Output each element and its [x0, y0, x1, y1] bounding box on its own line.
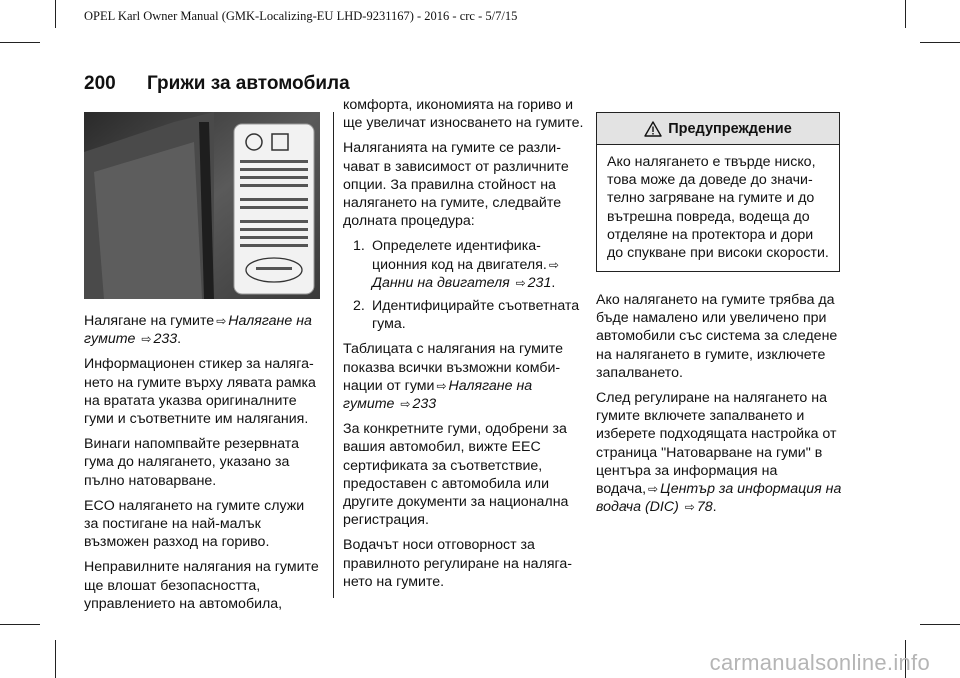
paragraph: комфорта, икономията на гориво и ще увеличат износването на гумите.: [343, 97, 584, 132]
page-arrow-icon: ⇨: [400, 397, 411, 412]
document-header-meta: OPEL Karl Owner Manual (GMK-Localizing-EU LHD-9231167) - 2016 - crc - 5/7/15: [84, 9, 518, 23]
crop-mark: [920, 624, 960, 625]
column-1: [84, 312, 322, 620]
procedure-step: 2. Идентифицирайте съответната гума.: [353, 298, 580, 333]
cross-reference-link[interactable]: Налягане на гумите: [343, 377, 533, 413]
cross-reference-page[interactable]: 78: [696, 499, 713, 516]
paragraph: Таблицата с налягания на гумите показва всички възможни комбинации от гуми ⇨ Налягане на гумите ⇨ 233: [343, 341, 564, 413]
watermark: carmanualsonline.info: [709, 650, 930, 675]
crop-mark: [0, 624, 40, 625]
cross-reference-page[interactable]: 231: [527, 274, 552, 291]
paragraph: След регулиране на налягането на гумите включете запалването и изберете подходящата настройка от страница "Натоварване на гуми" в центъра за информация на водача, ⇨ Център за информация на водача (DIC) ⇨ 78.: [596, 390, 842, 516]
cross-reference-arrow-icon: ⇨: [648, 482, 659, 497]
warning-body: Ако налягането е твърде ниско, това може да доведе до значително загряване на гумите и до вътрешна повреда, водеща до отделяне на протектора и дори до спукване при високи скорости.: [607, 154, 829, 262]
page-arrow-icon: ⇨: [515, 275, 526, 290]
paragraph: Неправилните налягания на гумите ще влошат безопасността, управлението на автомобила,: [84, 559, 319, 612]
paragraph: Винаги напомпвайте резервната гума до налягането, указано за пълно натоварване.: [84, 436, 300, 489]
page-title: Грижи за автомобила: [146, 73, 350, 94]
page-heading: [84, 73, 350, 95]
cross-reference-link[interactable]: Данни на двигателя: [372, 274, 510, 291]
crop-mark: [920, 42, 960, 43]
tire-pressure-label-illustration: [84, 112, 320, 299]
paragraph: Наляганията на гумите се различават в зависимост от различните опции. За правилна стойност на налягането на гумите, следвайте долната процедура:: [343, 140, 569, 230]
warning-title-bar: [597, 113, 839, 145]
warning-title: Предупреждение: [668, 120, 792, 137]
cross-reference-arrow-icon: ⇨: [548, 257, 559, 272]
crop-mark: [55, 640, 56, 678]
column-2: [343, 96, 587, 598]
paragraph: Информационен стикер за налягането на гумите върху лявата рамка на вратата указва оригиналните гуми и съответните им налягания.: [84, 356, 316, 428]
paragraph: За конкретните гуми, одобрени за вашия автомобил, вижте EEC сертификата за съответствие, предоставен с автомобила или другите документи за национална регистрация.: [343, 421, 569, 529]
warning-box: [596, 112, 840, 272]
cross-reference-page[interactable]: 233: [153, 331, 178, 348]
crop-mark: [55, 0, 56, 28]
figure-caption: Налягане на гумите ⇨ Налягане на гумите ⇨ 233.: [84, 313, 312, 348]
paragraph: Водачът носи отговорност за правилното регулиране на налягането на гумите.: [343, 537, 573, 590]
procedure-list: [343, 237, 587, 333]
crop-mark: [905, 0, 906, 28]
cross-reference-link[interactable]: Център за информация на водача (DIC): [596, 481, 842, 516]
cross-reference-link[interactable]: Налягане на гумите: [84, 313, 312, 348]
cross-reference-arrow-icon: ⇨: [216, 314, 227, 328]
tire-pressure-label-photo: [84, 112, 320, 299]
column-3: [596, 291, 846, 523]
paragraph: ECO налягането на гумите служи за постигане на най-малък възможен разход на гориво.: [84, 497, 305, 551]
cross-reference-arrow-icon: ⇨: [436, 378, 447, 393]
column-divider: [333, 112, 334, 598]
procedure-step: 1. Определете идентификационния код на двигателя. ⇨ Данни на двигателя ⇨ 231.: [353, 238, 559, 291]
page-arrow-icon: ⇨: [684, 500, 695, 515]
crop-mark: [0, 42, 40, 43]
warning-triangle-icon: [644, 121, 662, 137]
cross-reference-page[interactable]: 233: [412, 396, 437, 413]
page-number: 200: [84, 73, 116, 94]
page-arrow-icon: ⇨: [141, 332, 152, 347]
paragraph: Ако налягането на гумите трябва да бъде намалено или увеличено при автомобили със система за следене на налягането в гумите, изключете запалването.: [596, 292, 838, 381]
